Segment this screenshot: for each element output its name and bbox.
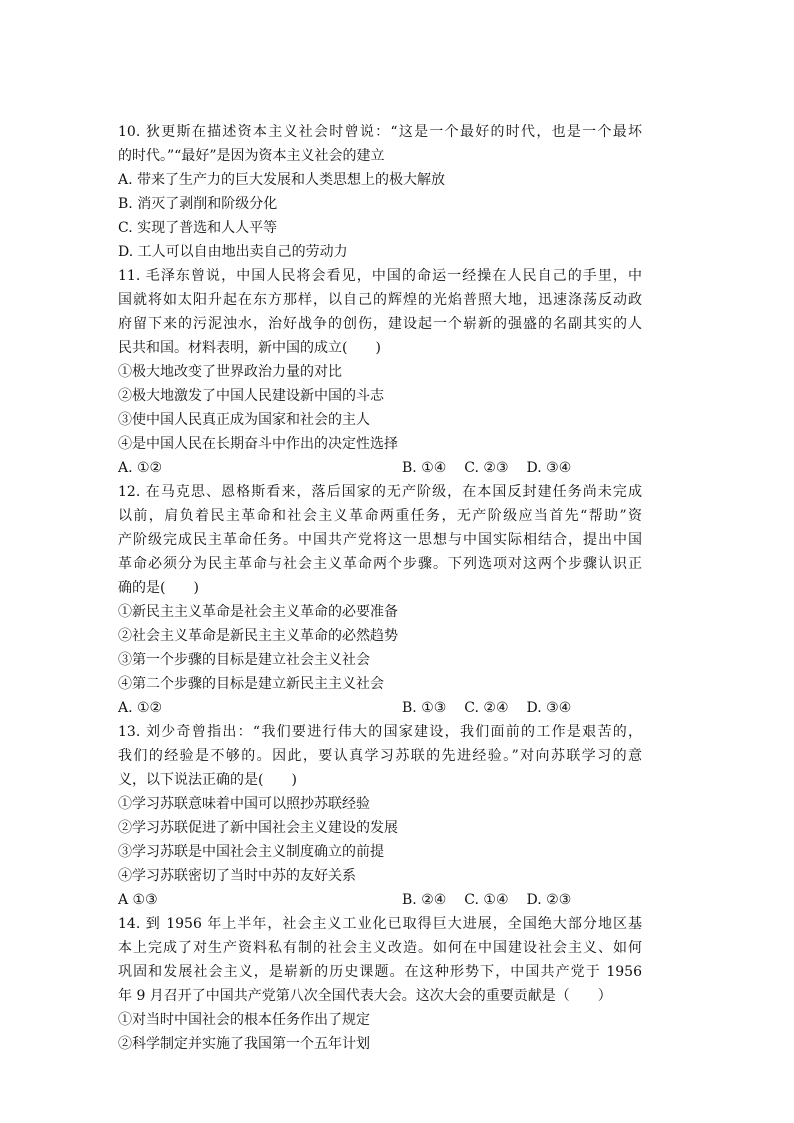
question-stem-line: 年 9 月召开了中国共产党第八次全国代表大会。这次大会的重要贡献是（ ）: [118, 988, 612, 1004]
question-stem-line: 我们的经验是不够的。因此，要认真学习苏联的先进经验。”对向苏联学习的意: [118, 748, 642, 764]
question-stem-line: 的时代。”“最好”是因为资本主义社会的建立: [118, 148, 385, 164]
question-block: [118, 264, 642, 480]
question-stem-line: 10. 狄更斯在描述资本主义社会时曾说：“这是一个最好的时代，也是一个最坏: [118, 124, 642, 140]
question-stem-line: 国就将如太阳升起在东方那样，以自己的辉煌的光焰普照大地，迅速涤荡反动政: [118, 292, 642, 308]
question-item: ④第二个步骤的目标是建立新民主主义社会: [118, 676, 384, 692]
question-item: ②科学制定并实施了我国第一个五年计划: [118, 1036, 370, 1052]
question-item: ②极大地激发了中国人民建设新中国的斗志: [118, 388, 384, 404]
answer-option: C. ②④: [464, 700, 509, 716]
question-item: ①学习苏联意味着中国可以照抄苏联经验: [118, 796, 370, 812]
answer-option: D. ②③: [526, 892, 572, 908]
question-stem-line: 14. 到 1956 年上半年，社会主义工业化已取得巨大进展，全国绝大部分地区基: [118, 916, 642, 932]
question-block: [118, 912, 642, 1056]
question-stem-line: 义，以下说法正确的是( ): [118, 772, 297, 788]
document-body: [118, 120, 642, 1056]
answer-option: A ①③: [118, 892, 158, 908]
question-item: ④学习苏联密切了当时中苏的友好关系: [118, 868, 356, 884]
question-stem-line: 府留下来的污泥浊水，治好战争的创伤，建设起一个崭新的强盛的名副其实的人: [118, 316, 642, 332]
question-stem-line: 巩固和发展社会主义，是崭新的历史课题。在这种形势下，中国共产党于 1956: [118, 964, 642, 980]
answer-option: B. ①③: [402, 700, 447, 716]
answer-option: A. ①②: [118, 460, 163, 476]
question-stem-line: 产阶级完成民主革命任务。中国共产党将这一思想与中国实际相结合，提出中国: [118, 532, 642, 548]
question-stem-line: 12. 在马克思、恩格斯看来，落后国家的无产阶级，在本国反封建任务尚未完成: [118, 484, 642, 500]
answer-option: A. ①②: [118, 700, 163, 716]
question-item: ③使中国人民真正成为国家和社会的主人: [118, 412, 370, 428]
question-item: D. 工人可以自由地出卖自己的劳动力: [118, 244, 348, 260]
question-item: B. 消灭了剥削和阶级分化: [118, 196, 278, 212]
question-stem-line: 确的是( ): [118, 580, 199, 596]
question-item: ③学习苏联是中国社会主义制度确立的前提: [118, 844, 384, 860]
answer-option: C. ②③: [464, 460, 509, 476]
question-stem-line: 民共和国。材料表明，新中国的成立( ): [118, 340, 381, 356]
question-item: A. 带来了生产力的巨大发展和人类思想上的极大解放: [118, 172, 446, 188]
question-block: [118, 720, 642, 912]
answer-option: D. ③④: [526, 460, 572, 476]
question-stem-line: 11. 毛泽东曾说，中国人民将会看见，中国的命运一经操在人民自己的手里，中: [118, 268, 642, 284]
question-item: ②学习苏联促进了新中国社会主义建设的发展: [118, 820, 398, 836]
question-item: ①对当时中国社会的根本任务作出了规定: [118, 1012, 370, 1028]
answer-option: C. ①④: [464, 892, 509, 908]
question-item: ④是中国人民在长期奋斗中作出的决定性选择: [118, 436, 398, 452]
answer-option: D. ③④: [526, 700, 572, 716]
question-item: ①极大地改变了世界政治力量的对比: [118, 364, 342, 380]
answer-options-row: [118, 888, 642, 912]
question-stem-line: 革命必须分为民主革命与社会主义革命两个步骤。下列选项对这两个步骤认识正: [118, 556, 642, 572]
question-stem-line: 13. 刘少奇曾指出：“我们要进行伟大的国家建设，我们面前的工作是艰苦的，: [118, 724, 642, 740]
question-block: [118, 480, 642, 720]
answer-options-row: [118, 456, 642, 480]
question-stem-line: 本上完成了对生产资料私有制的社会主义改造。如何在中国建设社会主义、如何: [118, 940, 642, 956]
answer-option: B. ②④: [402, 892, 447, 908]
question-item: C. 实现了普选和人人平等: [118, 220, 278, 236]
question-block: [118, 120, 642, 264]
question-item: ②社会主义革命是新民主主义革命的必然趋势: [118, 628, 398, 644]
answer-options-row: [118, 696, 642, 720]
answer-option: B. ①④: [402, 460, 447, 476]
question-item: ①新民主主义革命是社会主义革命的必要准备: [118, 604, 398, 620]
question-stem-line: 以前，肩负着民主革命和社会主义革命两重任务，无产阶级应当首先“帮助”资: [118, 508, 642, 524]
question-item: ③第一个步骤的目标是建立社会主义社会: [118, 652, 370, 668]
